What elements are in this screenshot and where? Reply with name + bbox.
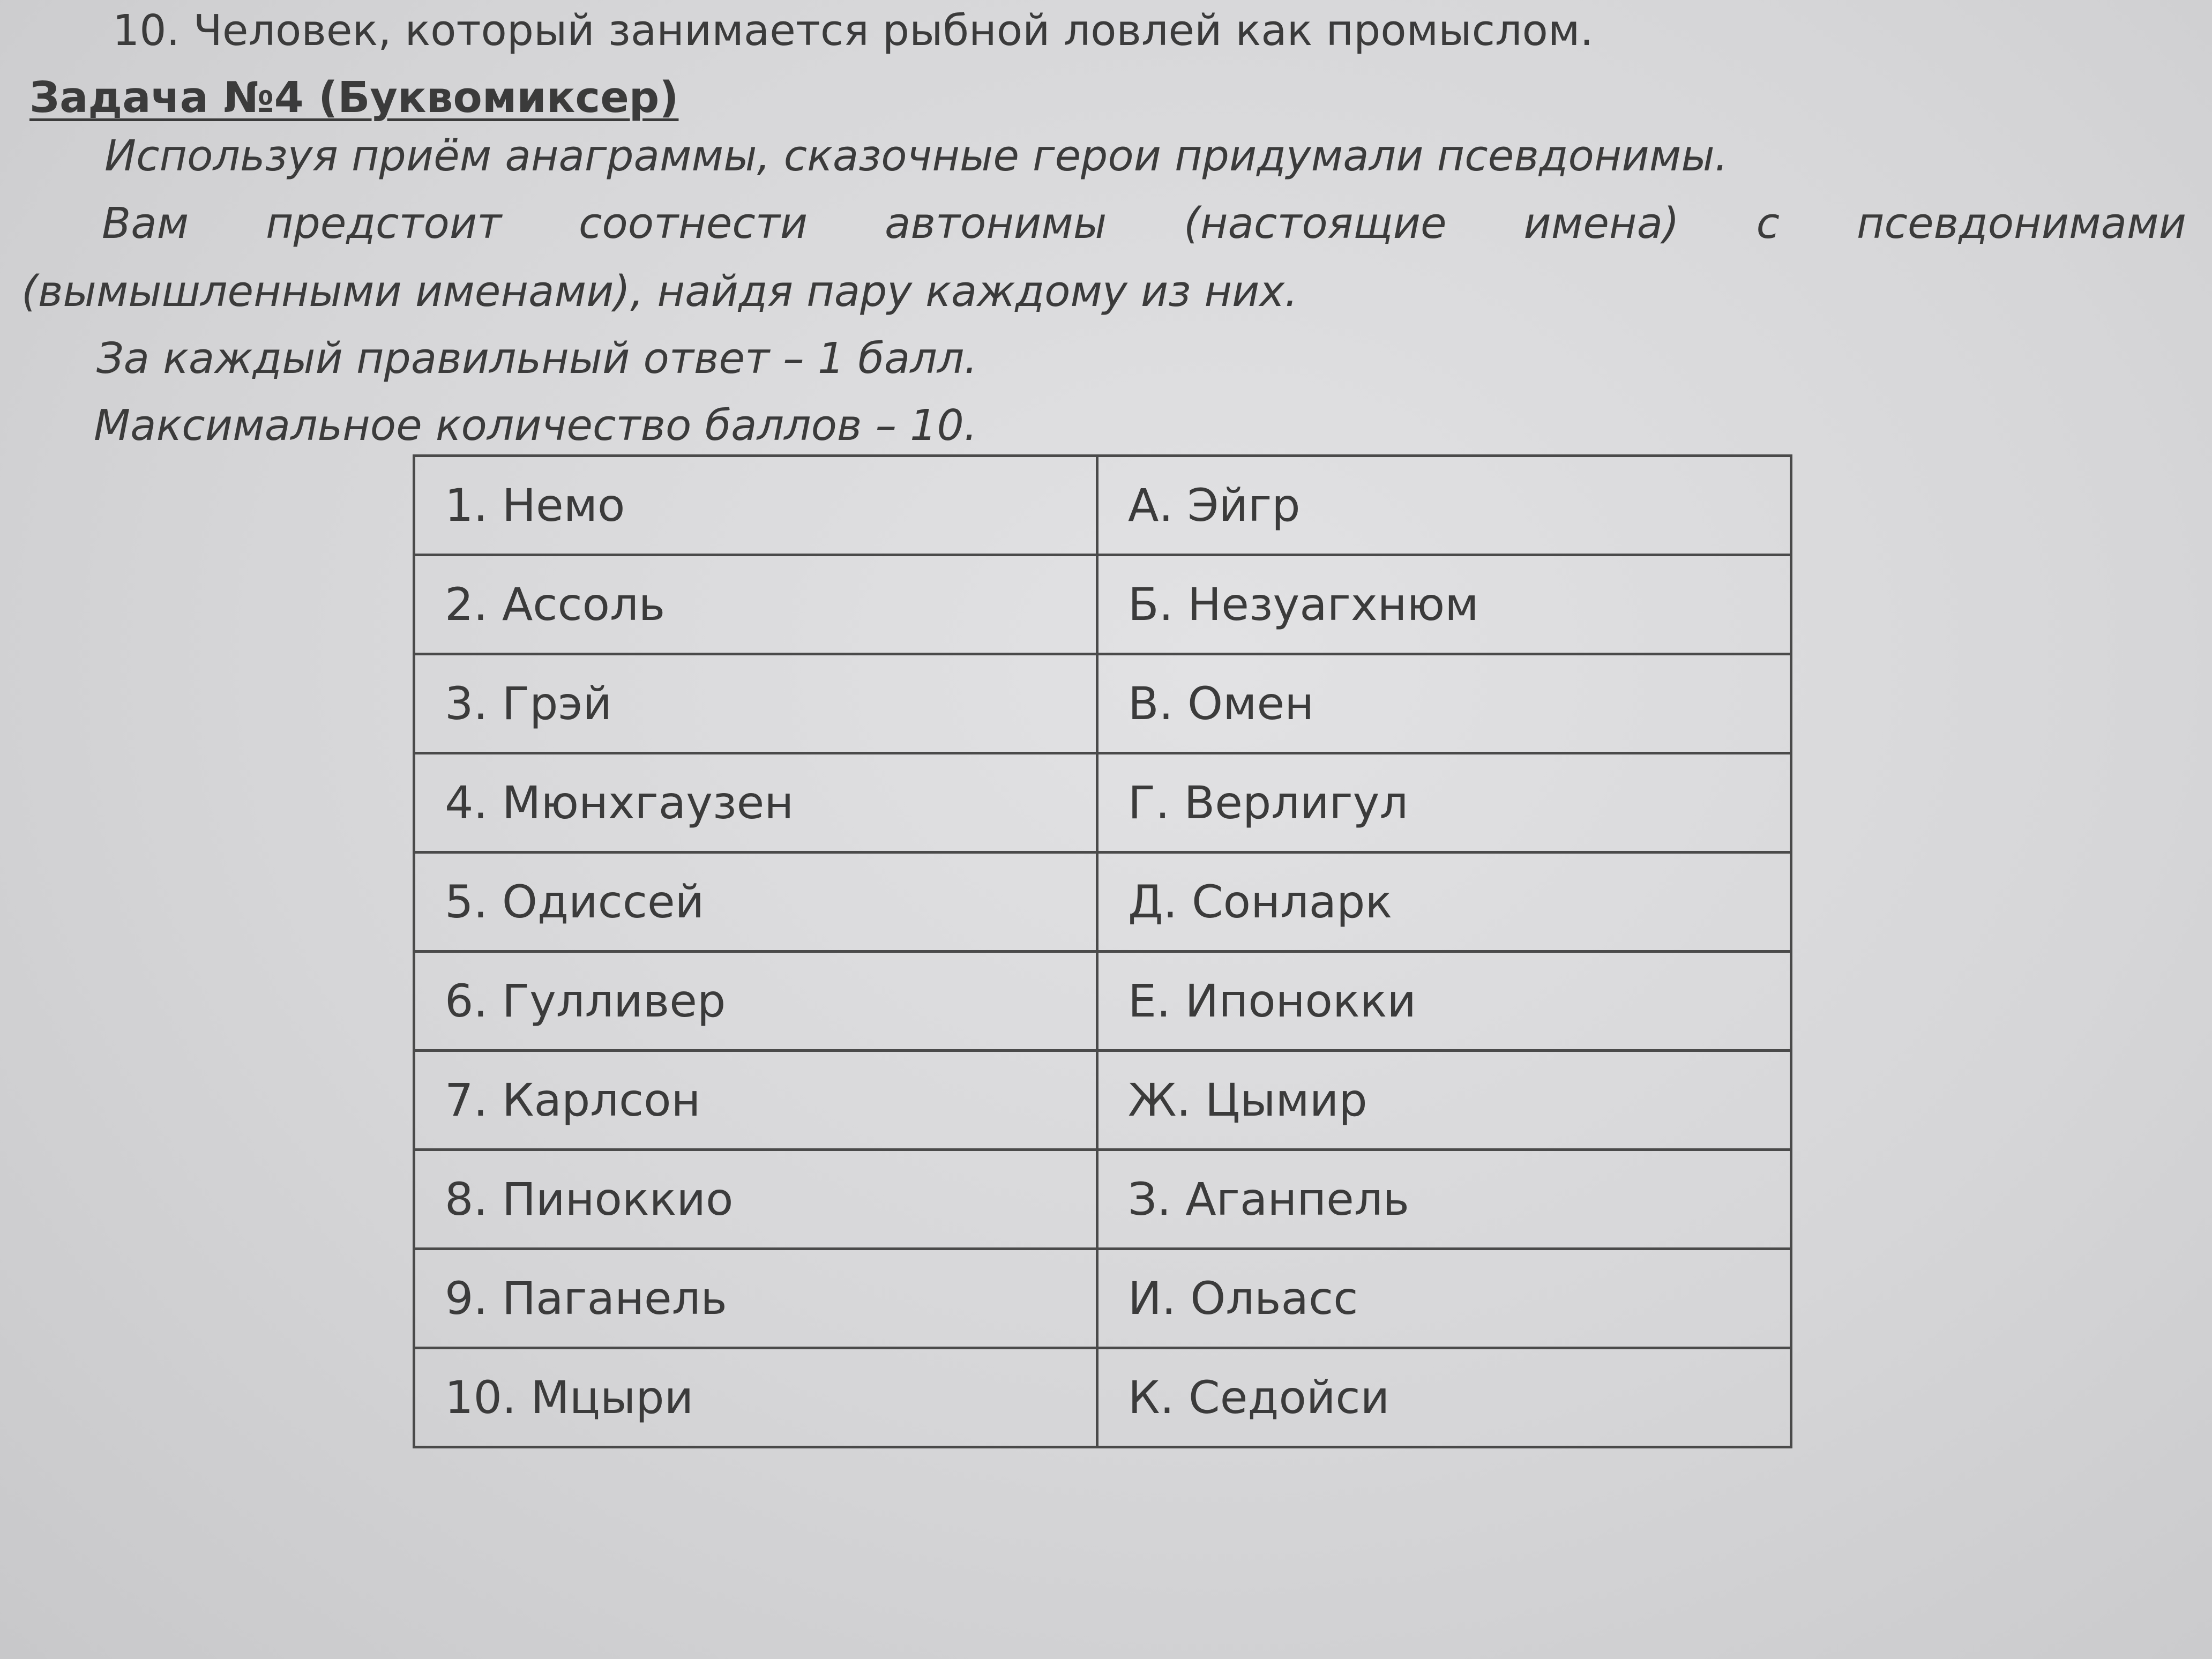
- autonym-cell: 6. Гулливер: [414, 952, 1097, 1051]
- autonym-cell: 8. Пиноккио: [414, 1150, 1097, 1249]
- table-row: [414, 853, 1791, 952]
- instruction-line-1: Используя приём анаграммы, сказочные герои придумали псевдонимы.: [104, 131, 1728, 181]
- pseudonym-cell: Б. Незуагхнюм: [1097, 555, 1791, 654]
- pseudonym-cell: И. Ольасс: [1097, 1249, 1791, 1348]
- table-row: [414, 654, 1791, 753]
- max-score: Максимальное количество баллов – 10.: [94, 401, 977, 450]
- autonym-cell: 2. Ассоль: [414, 555, 1097, 654]
- pseudonym-cell: К. Седойси: [1097, 1348, 1791, 1447]
- pseudonym-cell: Д. Сонларк: [1097, 853, 1791, 952]
- pseudonym-cell: З. Аганпель: [1097, 1150, 1791, 1249]
- autonym-cell: 9. Паганель: [414, 1249, 1097, 1348]
- table-row: [414, 1249, 1791, 1348]
- autonym-cell: 1. Немо: [414, 456, 1097, 555]
- pseudonym-cell: Е. Ипонокки: [1097, 952, 1791, 1051]
- autonym-cell: 7. Карлсон: [414, 1051, 1097, 1150]
- pseudonym-cell: В. Омен: [1097, 654, 1791, 753]
- table-row: [414, 952, 1791, 1051]
- pseudonym-cell: А. Эйгр: [1097, 456, 1791, 555]
- table-row: [414, 1150, 1791, 1249]
- table-row: [414, 555, 1791, 654]
- matching-table: [413, 454, 1792, 1448]
- question-10-text: 10. Человек, который занимается рыбной ловлей как промыслом.: [113, 6, 1594, 55]
- instruction-line-3: (вымышленными именами), найдя пару каждому из них.: [21, 267, 1298, 316]
- table-row: [414, 1051, 1791, 1150]
- autonym-cell: 10. Мцыри: [414, 1348, 1097, 1447]
- table-row: [414, 456, 1791, 555]
- table-row: [414, 1348, 1791, 1447]
- task-heading: Задача №4 (Буквомиксер): [29, 73, 679, 122]
- pseudonym-cell: Г. Верлигул: [1097, 753, 1791, 853]
- table-row: [414, 753, 1791, 853]
- autonym-cell: 3. Грэй: [414, 654, 1097, 753]
- autonym-cell: 4. Мюнхгаузен: [414, 753, 1097, 853]
- instruction-line-2: Вам предстоит соотнести автонимы (настоящие имена) с псевдонимами: [102, 199, 2186, 248]
- scoring-rule: За каждый правильный ответ – 1 балл.: [96, 334, 978, 383]
- autonym-cell: 5. Одиссей: [414, 853, 1097, 952]
- pseudonym-cell: Ж. Цымир: [1097, 1051, 1791, 1150]
